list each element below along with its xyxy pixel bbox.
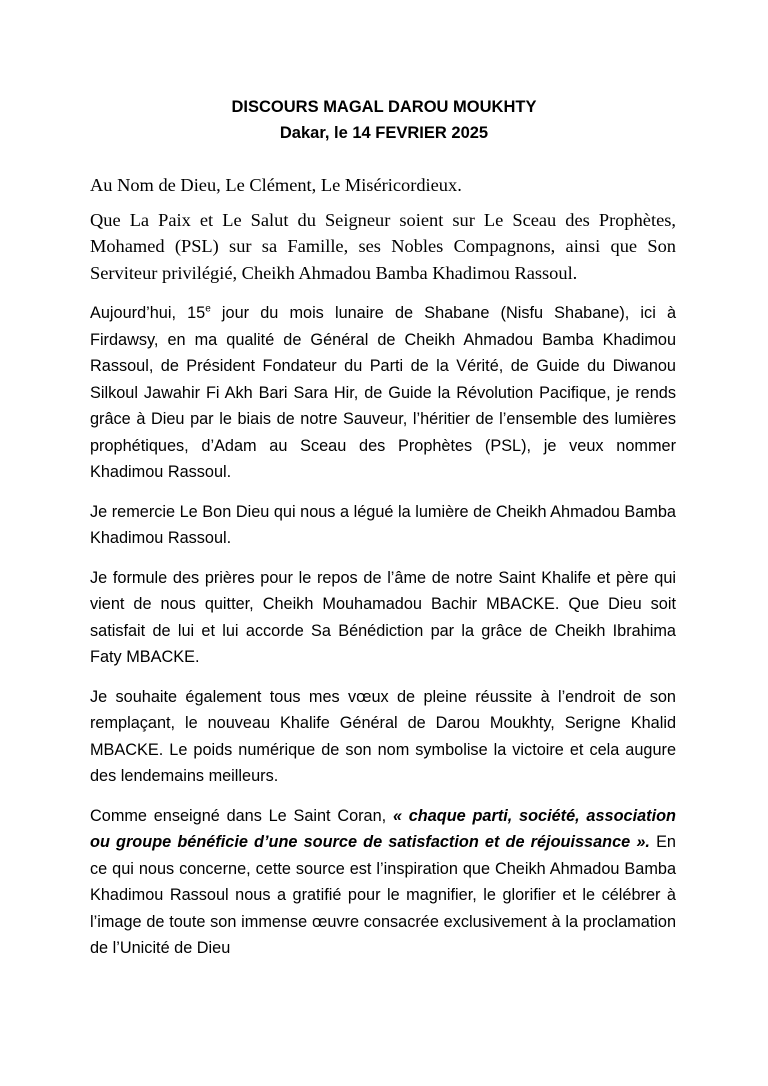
paragraph-invocation: Au Nom de Dieu, Le Clément, Le Miséricordieux. <box>90 175 462 195</box>
paragraph-thanks: Je remercie Le Bon Dieu qui nous a légué la lumière de Cheikh Ahmadou Bamba Khadimou Rassoul. <box>90 502 676 547</box>
document-date-line: Dakar, le 14 FEVRIER 2025 <box>279 124 489 142</box>
paragraph-coran-start: Comme enseigné dans Le Saint Coran, <box>90 806 393 825</box>
paragraph-coran-rest: En ce qui nous concerne, cette source est l’inspiration que Cheikh Ahmadou Bamba Khadimou Rassoul nous a gratifié pour le magnifier, le glorifier et le célébrer à l’image de toute son immense œuvre consacrée exclusivement à la proclamation de l’Unicité de Dieu <box>90 833 676 957</box>
document-header <box>0 94 768 146</box>
paragraph-prayers: Je formule des prières pour le repos de l’âme de notre Saint Khalife et père qui vient de nous quitter, Cheikh Mouhamadou Bachir MBACKE. Que Dieu soit satisfait de lui et lui accorde Sa Bénédiction par la grâce de Cheikh Ibrahima Faty MBACKE. <box>90 568 676 666</box>
ordinal-superscript: e <box>205 303 211 315</box>
paragraph-salutation: Que La Paix et Le Salut du Seigneur soient sur Le Sceau des Prophètes, Mohamed (PSL) sur sa Famille, ses Nobles Compagnons, ainsi que Son Serviteur privilégié, Cheikh Ahmadou Bamba Khadimou Rassoul. <box>90 209 676 283</box>
document-title: DISCOURS MAGAL DAROU MOUKHTY <box>231 98 537 116</box>
paragraph-coran <box>90 803 676 962</box>
paragraph-today-rest: jour du mois lunaire de Shabane (Nisfu Shabane), ici à Firdawsy, en ma qualité de Général de Cheikh Ahmadou Bamba Khadimou Rassoul, de Président Fondateur du Parti de la Vérité, de Guide du Diwanou Silkoul Jawahir Fi Akh Bari Sara Hir, de Guide la Révolution Pacifique, je rends grâce à Dieu par le biais de notre Sauveur, l’héritier de l’ensemble des lumières prophétiques, d’Adam au Sceau des Prophètes (PSL), je veux nommer Khadimou Rassoul. <box>90 304 676 481</box>
paragraph-today-start: Aujourd’hui, 15 <box>90 304 206 322</box>
coran-quote: « chaque parti, société, association ou groupe bénéficie d’une source de satisfaction et de réjouissance ». <box>90 806 676 851</box>
paragraph-wishes: Je souhaite également tous mes vœux de pleine réussite à l’endroit de son remplaçant, le nouveau Khalife Général de Darou Moukhty, Serigne Khalid MBACKE. Le poids numérique de son nom symbolise la victoire et cela augure des lendemains meilleurs. <box>90 687 676 785</box>
document-body <box>90 172 676 975</box>
paragraph-today <box>90 300 676 486</box>
